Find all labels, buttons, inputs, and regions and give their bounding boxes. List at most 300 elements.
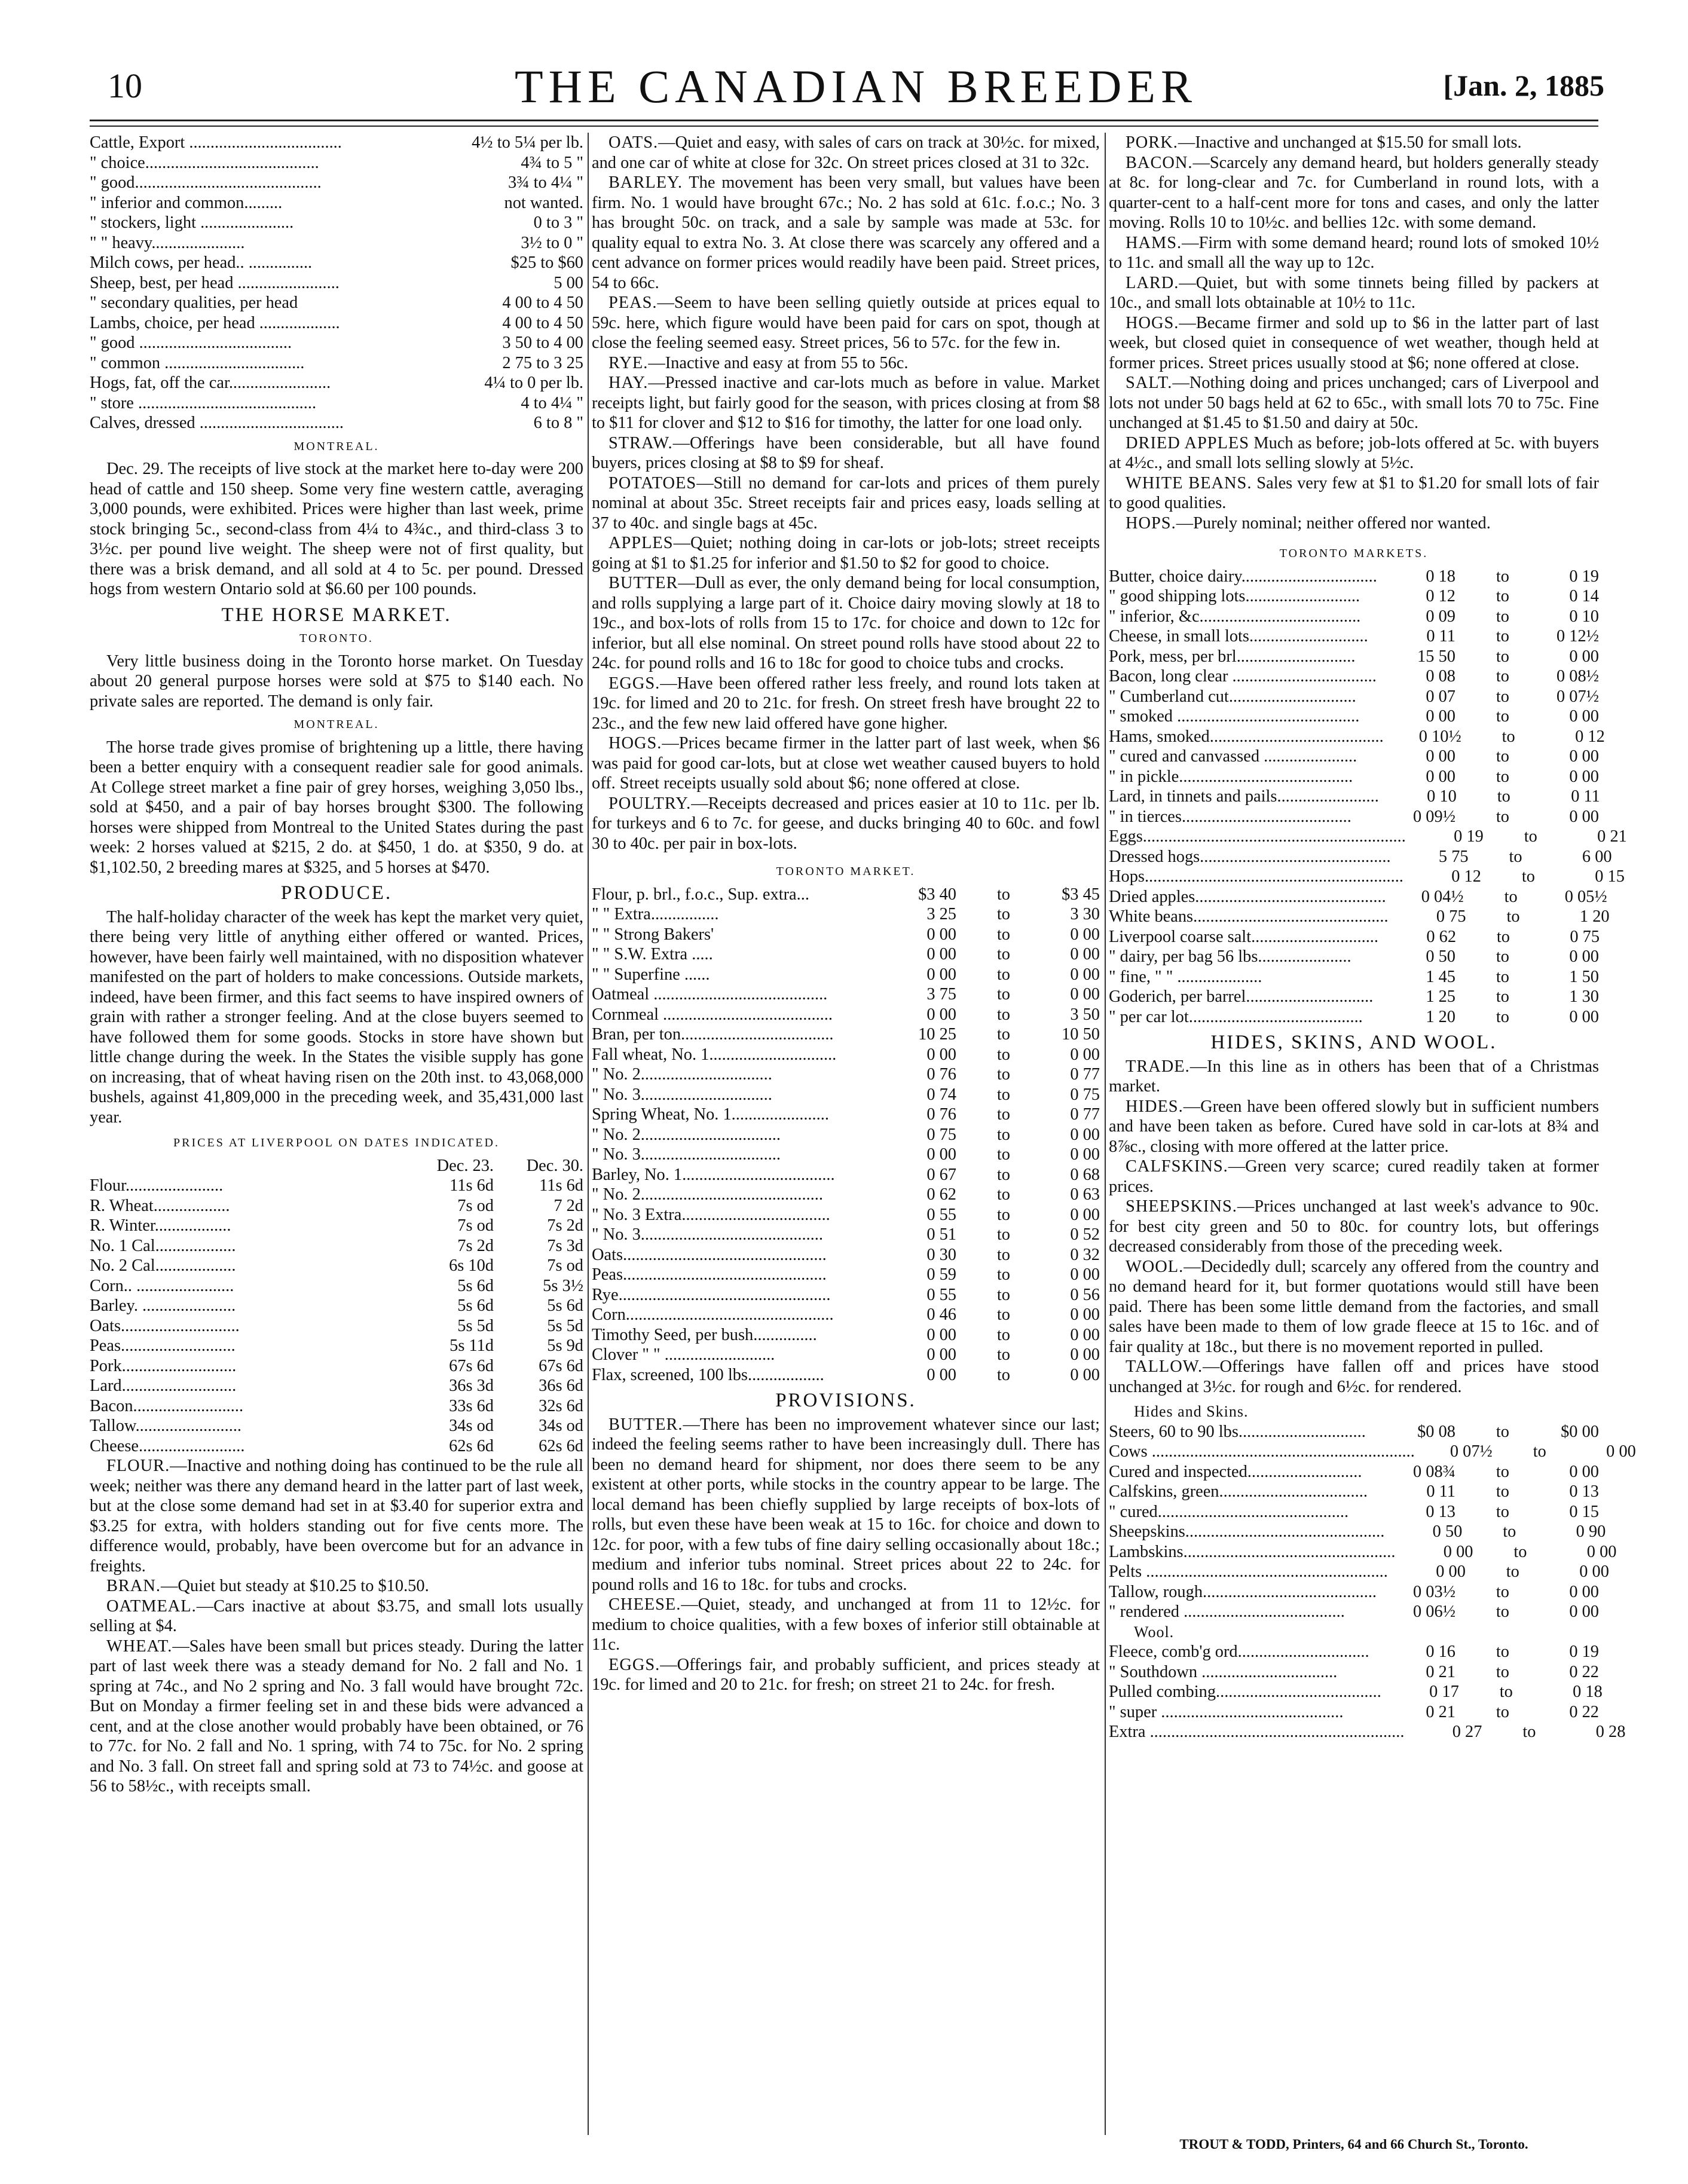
row-value: 0 18 xyxy=(1426,567,1455,586)
paragraph-text: —Cars inactive at about $3.75, and small lots usually selling at $4. xyxy=(90,1596,583,1635)
table-row xyxy=(592,1065,1100,1085)
row-value: 0 74 xyxy=(926,1085,956,1104)
paragraph xyxy=(592,133,1100,173)
row-value: to xyxy=(1496,687,1509,706)
row-label: " No. 2................................. xyxy=(592,1125,781,1144)
row-value: 0 00 xyxy=(926,1345,956,1364)
paragraph-text: —Quiet, but with some tinnets being filled by packers at 10c., and small lots obtainable at 10½ to 11c. xyxy=(1109,273,1599,312)
paragraph xyxy=(1109,473,1599,513)
row-value: 67s 6d xyxy=(539,1356,583,1375)
row-value: 0 63 xyxy=(1070,1185,1100,1204)
row-value: to xyxy=(1496,647,1509,666)
row-value: 0 14 xyxy=(1569,587,1599,605)
paragraph-text: The movement has been very small, but values have been firm. No. 1 would have brought 67c.; No. 2 has sold at 61c. f.o.c.; No. 3 has brought 50c. on track, and a sale by sample was made at 53c. for quality equal to extra No. 3. At close there was scarcely any offered and a cent advance on former prices would readily have been paid. Street prices, 54 to 66c. xyxy=(592,173,1100,292)
row-label: " good shipping lots........................... xyxy=(1109,587,1360,605)
paragraph-lead: HOPS. xyxy=(1126,513,1176,533)
row-value: 0 00 xyxy=(926,925,956,944)
row-value: 7s od xyxy=(457,1216,494,1235)
table-row xyxy=(1109,1662,1599,1683)
paragraph-lead: WOOL. xyxy=(1126,1257,1184,1276)
row-value: to xyxy=(996,945,1010,963)
row-value: 5s 5d xyxy=(457,1316,494,1335)
paragraph xyxy=(1109,1057,1599,1097)
row-value: to xyxy=(996,1245,1010,1264)
row-value: 5s 5d xyxy=(547,1316,583,1335)
page-number: 10 xyxy=(108,66,142,105)
row-value: 0 11 xyxy=(1426,627,1455,646)
table-row xyxy=(1109,847,1612,867)
table-row xyxy=(1109,706,1599,727)
table-row xyxy=(1109,1642,1599,1662)
table-row xyxy=(90,393,583,414)
row-label: Cornmeal ........................................ xyxy=(592,1005,833,1024)
row-value: 4¾ to 5 " xyxy=(521,153,583,172)
table-row xyxy=(592,1225,1100,1245)
row-value: 0 68 xyxy=(1070,1165,1100,1184)
row-value: 0 30 xyxy=(926,1245,956,1264)
row-value: 0 00 xyxy=(1569,747,1599,766)
row-value: 5s 6d xyxy=(547,1296,583,1315)
row-value: 0 to 3 " xyxy=(533,213,583,232)
row-value: 62s 6d xyxy=(449,1436,494,1455)
section-subhead: MONTREAL. xyxy=(293,718,380,731)
table-row xyxy=(90,173,583,193)
row-value: to xyxy=(996,1105,1010,1124)
row-value: to xyxy=(1496,1462,1509,1481)
table-row xyxy=(90,333,583,353)
paragraph xyxy=(90,1637,583,1797)
row-label: Flax, screened, 100 lbs.................. xyxy=(592,1365,824,1384)
row-label: " super ........................................... xyxy=(1109,1702,1344,1721)
paragraph xyxy=(1109,233,1599,273)
row-label: Sheepskins............................................... xyxy=(1109,1522,1385,1541)
paragraph-lead: EGGS. xyxy=(608,674,660,693)
row-value: 0 22 xyxy=(1569,1702,1599,1721)
paragraph xyxy=(90,1456,583,1576)
paragraph xyxy=(592,433,1100,473)
row-value: to xyxy=(996,885,1010,904)
row-label: Milch cows, per head.. ............... xyxy=(90,253,313,272)
row-label: Barley, No. 1.................................... xyxy=(592,1165,835,1184)
row-value: to xyxy=(1496,1702,1509,1721)
row-label: " " S.W. Extra ..... xyxy=(592,945,713,963)
table-row xyxy=(90,1356,583,1377)
row-value: 33s 6d xyxy=(449,1396,494,1415)
row-value: 0 11 xyxy=(1571,787,1600,806)
toronto-market-table xyxy=(592,885,1100,1385)
row-label: No. 2 Cal................... xyxy=(90,1256,236,1275)
row-value: 0 05½ xyxy=(1564,887,1607,906)
paragraph xyxy=(592,533,1100,573)
row-value: $3 40 xyxy=(918,885,956,904)
row-value: 0 67 xyxy=(926,1165,956,1184)
row-value: 0 00 xyxy=(1070,985,1100,1004)
row-value: to xyxy=(1506,907,1520,926)
row-value: 0 00 xyxy=(1070,1305,1100,1324)
table-row xyxy=(592,1165,1100,1185)
row-label: " stockers, light ...................... xyxy=(90,213,294,232)
paragraph-lead: HAY. xyxy=(608,374,649,392)
table-row xyxy=(1109,827,1627,847)
row-value: to xyxy=(996,905,1010,923)
paragraph-text: —Quiet but steady at $10.25 to $10.50. xyxy=(160,1577,429,1595)
row-value: 0 56 xyxy=(1070,1285,1100,1304)
table-row xyxy=(1109,747,1599,767)
row-value: 4 to 4¼ " xyxy=(521,393,583,412)
row-value: to xyxy=(1496,607,1509,626)
row-label: Clover " " .......................... xyxy=(592,1345,775,1364)
paragraph-text: —Firm with some demand heard; round lots of smoked 10½ to 11c. and small all the way up to 12c. xyxy=(1109,233,1599,272)
column-3 xyxy=(1109,133,1636,2135)
row-label: Cheese......................... xyxy=(90,1436,245,1455)
table-row xyxy=(1109,586,1599,607)
row-value: 0 08 xyxy=(1426,667,1455,686)
row-value: 0 00 xyxy=(1070,1345,1100,1364)
row-value: 1 45 xyxy=(1426,967,1455,986)
row-value: 0 59 xyxy=(926,1265,956,1284)
table-row xyxy=(592,1305,1100,1325)
row-label: Butter, choice dairy................................ xyxy=(1109,567,1377,586)
row-label: Corn................................................. xyxy=(592,1305,834,1324)
paragraph: The half-holiday character of the week has kept the market very quiet, there being very little of anything either offered or wanted. Prices, however, have been fairly well maintained, with no disposition whatever manifested on the part of holders to make concessions. Outside markets, indeed, have been firmer, and this fact seems to have inspired owners of grain with rather a stronger feeling. And at the close buyers seemed to have followed them for some goods. Stocks in store have shown but little change during the week. In the States the visible supply has gone on increasing, that of wheat having risen on the 20th inst. to 43,068,000 bushels, against 41,809,000 in the preceding week, and 35,431,000 last year. xyxy=(90,907,583,1127)
paragraph-text: —Offerings have fallen off and prices have stood unchanged at 3½c. for rough and 6½c. for rendered. xyxy=(1109,1357,1599,1396)
column-1 xyxy=(90,133,583,2135)
row-value: 0 00 xyxy=(1569,1462,1599,1481)
table-row xyxy=(1109,1422,1599,1442)
row-label: " " Extra................ xyxy=(592,905,719,923)
row-value: 0 19 xyxy=(1569,567,1599,586)
table-row xyxy=(90,1236,583,1256)
table-row xyxy=(592,1125,1100,1145)
hides-skins-table xyxy=(1109,1422,1636,1622)
paragraph xyxy=(592,293,1100,353)
row-value: 3½ to 0 " xyxy=(521,233,583,252)
section-heading: PRODUCE. xyxy=(280,882,393,904)
row-label: Pork........................... xyxy=(90,1356,237,1375)
row-value: 0 00 xyxy=(1579,1562,1609,1581)
row-value: 0 13 xyxy=(1426,1502,1455,1521)
row-value: 0 17 xyxy=(1429,1683,1459,1701)
table-row xyxy=(1109,1542,1617,1562)
row-value: 0 00 xyxy=(1070,1265,1100,1284)
row-label: " choice......................................... xyxy=(90,153,319,172)
row-value: 3 75 xyxy=(926,985,956,1004)
table-row xyxy=(1109,807,1599,827)
paragraph-lead: EGGS. xyxy=(608,1655,660,1674)
row-value: 0 77 xyxy=(1070,1105,1100,1124)
table-row xyxy=(90,253,583,273)
row-value: 0 00 xyxy=(1426,747,1455,766)
paragraph: Dec. 29. The receipts of live stock at the market here to-day were 200 head of cattle and 150 sheep. Some very fine western cattle, averaging 3,000 pounds, were exhibited. Prices were higher than last week, prime stock bringing 5c., second-class from 4¼ to 4¾c., and third-class 3 to 3½c. per pound live weight. The sheep were not of first quality, but there was a brisk demand, and all sold at 4 to 5c. per pound. Dressed hogs from western Ontario sold at $6.60 per 100 pounds. xyxy=(90,460,583,598)
table-row xyxy=(1109,607,1599,627)
row-value: 0 10 xyxy=(1569,607,1599,626)
table-row xyxy=(1109,1522,1606,1542)
row-value: 5s 3½ xyxy=(543,1276,583,1295)
row-label: " in tierces........................................ xyxy=(1109,807,1351,826)
table-row xyxy=(90,413,583,433)
table-row xyxy=(1109,887,1607,907)
paragraph xyxy=(1109,1257,1599,1357)
row-label: Tallow......................... xyxy=(90,1417,242,1435)
row-value: to xyxy=(1503,1522,1516,1541)
wool-price-table xyxy=(1109,1642,1626,1742)
paragraph xyxy=(90,1576,583,1596)
paragraph-lead: HIDES. xyxy=(1126,1097,1184,1116)
section-heading: THE HORSE MARKET. xyxy=(221,604,452,626)
row-label: Corn.. ....................... xyxy=(90,1276,234,1295)
table-row xyxy=(1109,1682,1603,1702)
paragraph-text: —Quiet and easy, with sales of cars on track at 30½c. for mixed, and one car of white at close for 32c. On street prices closed at 31 to 32c. xyxy=(592,133,1100,172)
row-value: to xyxy=(1496,567,1509,586)
row-value: 0 12½ xyxy=(1556,627,1599,646)
row-value: 0 00 xyxy=(1569,707,1599,726)
row-label: R. Wheat.................. xyxy=(90,1196,230,1215)
table-row xyxy=(90,193,583,213)
table-row xyxy=(90,1396,583,1417)
table-row xyxy=(592,965,1100,985)
paragraph-lead: DRIED APPLES xyxy=(1126,433,1250,452)
row-value: 0 75 xyxy=(926,1125,956,1144)
paragraph-lead: OATMEAL. xyxy=(106,1596,197,1616)
masthead-rule xyxy=(90,120,1598,121)
row-value: 1 50 xyxy=(1569,967,1599,986)
row-value: 0 28 xyxy=(1595,1723,1626,1741)
table-subhead: Hides and Skins. xyxy=(1134,1403,1249,1420)
row-label: " good............................................ xyxy=(90,173,322,192)
paragraph-text: —Offerings fair, and probably sufficient, and prices steady at 19c. for limed and 20 to 21c. for fresh; on street 21 to 24c. for fresh. xyxy=(592,1655,1100,1694)
row-value: 0 00 xyxy=(1070,1365,1100,1384)
paragraph xyxy=(1109,1197,1599,1257)
table-subhead: Wool. xyxy=(1134,1623,1175,1641)
paragraph xyxy=(1109,153,1599,233)
table-row xyxy=(1109,1482,1599,1502)
row-value: 36s 6d xyxy=(539,1377,583,1395)
row-value: 0 90 xyxy=(1576,1522,1606,1541)
row-value: to xyxy=(1502,727,1515,746)
row-value: 0 00 xyxy=(926,1145,956,1164)
row-label: " Cumberland cut.............................. xyxy=(1109,687,1356,706)
table-row xyxy=(592,1325,1100,1345)
row-value: to xyxy=(996,1065,1010,1084)
row-value: to xyxy=(996,1285,1010,1304)
paragraph-lead: BUTTER. xyxy=(608,1415,683,1434)
row-value: 0 00 xyxy=(1070,1045,1100,1064)
table-row xyxy=(1109,1602,1599,1622)
row-value: 36s 3d xyxy=(449,1377,494,1395)
paragraph: The horse trade gives promise of brightening up a little, there having been a better enquiry with a consequent readier sale for good animals. At College street market a fine pair of grey horses, weighing 3,050 lbs., sold at $450, and a pair of bay horses brought $300. The following horses were shipped from Montreal to the United States during the past week: 2 horses valued at $215, 2 do. at $450, 1 do. at $350, 9 do. at $1,102.50, 2 breeding mares at $325, and 5 horses at $470. xyxy=(90,738,583,877)
row-label: " smoked ........................................... xyxy=(1109,707,1360,726)
row-value: to xyxy=(1521,867,1535,886)
table-row xyxy=(90,1196,583,1216)
paragraph xyxy=(90,1596,583,1637)
row-label: Extra ............................................................ xyxy=(1109,1723,1405,1741)
row-value: 0 00 xyxy=(1569,1582,1599,1601)
row-value: 4 00 to 4 50 xyxy=(502,293,583,312)
row-value: to xyxy=(996,1025,1010,1044)
table-row xyxy=(1109,947,1599,967)
row-value: 0 55 xyxy=(926,1205,956,1224)
row-label: Pork, mess, per brl............................ xyxy=(1109,647,1356,666)
row-value: to xyxy=(996,1305,1010,1324)
table-row xyxy=(90,153,583,173)
row-value: 0 07½ xyxy=(1450,1442,1493,1461)
row-value: 11s 6d xyxy=(539,1176,583,1195)
paragraph xyxy=(1109,513,1599,534)
paragraph-text: —Prices became firmer in the latter part of last week, when $6 was paid for good car-lots, but at close wet weather caused buyers to hold off. Street receipts usually sold about $6; none offered at close. xyxy=(592,734,1100,793)
paragraph: Very little business doing in the Toronto horse market. On Tuesday about 20 general purpose horses were sold at $75 to $140 each. No private sales are reported. The demand is only fair. xyxy=(90,651,583,711)
row-value: 0 55 xyxy=(926,1285,956,1304)
row-value: 0 09½ xyxy=(1413,807,1455,826)
paragraph-lead: OATS. xyxy=(608,133,659,152)
paragraph-text: —In this line as in others has been that of a Christmas market. xyxy=(1109,1057,1599,1096)
row-value: 10 50 xyxy=(1062,1025,1100,1044)
row-value: to xyxy=(996,925,1010,944)
row-label: " dairy, per bag 56 lbs...................... xyxy=(1109,947,1351,966)
row-value: 10 25 xyxy=(918,1025,956,1044)
row-label: " fine, " " .................... xyxy=(1109,967,1262,986)
row-value: to xyxy=(996,1265,1010,1284)
row-value: to xyxy=(996,1225,1010,1244)
row-value: 0 06½ xyxy=(1413,1602,1455,1621)
row-value: 7s 2d xyxy=(547,1216,583,1235)
table-row xyxy=(592,1105,1100,1125)
row-value: 0 12 xyxy=(1426,587,1455,605)
row-value: 0 00 xyxy=(1443,1542,1473,1561)
row-value: 0 00 xyxy=(926,1005,956,1024)
row-label: " inferior, &c...................................... xyxy=(1109,607,1361,626)
row-label: " No. 2........................................... xyxy=(592,1185,823,1204)
paragraph xyxy=(1109,373,1599,433)
paragraph-lead: HAMS. xyxy=(1126,233,1182,252)
row-value: 0 21 xyxy=(1426,1702,1455,1721)
row-label: Oats............................ xyxy=(90,1316,240,1335)
paragraph-lead: POTATOES xyxy=(608,473,697,493)
paragraph-lead: FLOUR. xyxy=(106,1457,170,1475)
row-value: 0 51 xyxy=(926,1225,956,1244)
row-value: 0 75 xyxy=(1070,1085,1100,1104)
row-value: 7 2d xyxy=(554,1196,583,1215)
table-row xyxy=(90,1316,583,1336)
row-label: Tallow, rough......................................... xyxy=(1109,1582,1377,1601)
row-value: 3¾ to 4¼ " xyxy=(508,173,583,192)
column-header: Dec. 23. xyxy=(436,1156,494,1175)
row-label: Calfskins, green................................... xyxy=(1109,1482,1368,1501)
row-value: 0 00 xyxy=(926,945,956,963)
paragraph-lead: PORK. xyxy=(1126,133,1178,152)
paragraph xyxy=(592,473,1100,534)
row-value: to xyxy=(996,1145,1010,1164)
row-label: " common ................................. xyxy=(90,353,305,372)
paragraph-text: —Became firmer and sold up to $6 in the latter part of last week, but closed quiet in consequence of wet weather, though held at former prices. Street prices usually stood at $6; none offered at close. xyxy=(1109,313,1599,372)
row-value: 0 08¾ xyxy=(1413,1462,1455,1481)
row-value: to xyxy=(1504,887,1518,906)
row-value: 3 50 xyxy=(1070,1005,1100,1024)
row-value: 7s 2d xyxy=(457,1236,494,1255)
table-row xyxy=(1109,987,1599,1007)
row-label: Fleece, comb'g ord............................... xyxy=(1109,1642,1369,1661)
table-row xyxy=(90,1376,583,1396)
row-value: 7s 3d xyxy=(547,1236,583,1255)
paragraph-text: —Green very scarce; cured readily taken at former prices. xyxy=(1109,1157,1599,1196)
row-label: Oatmeal ......................................... xyxy=(592,985,828,1004)
column-header: Dec. 30. xyxy=(526,1156,583,1175)
row-value: 62s 6d xyxy=(539,1436,583,1455)
masthead-rule-thin xyxy=(90,126,1598,127)
paragraph xyxy=(592,573,1100,674)
paragraph xyxy=(1109,273,1599,313)
row-value: 0 75 xyxy=(1436,907,1466,926)
row-label: " secondary qualities, per head xyxy=(90,293,298,312)
row-value: to xyxy=(1496,967,1509,986)
row-value: $0 00 xyxy=(1561,1422,1599,1441)
paragraph xyxy=(1109,433,1599,473)
table-row xyxy=(592,944,1100,965)
row-value: 0 15 xyxy=(1595,867,1625,886)
table-row xyxy=(592,925,1100,945)
paragraph-text: —Seem to have been selling quietly outside at prices equal to 59c. here, which figure would have been paid for cars on spot, though at close the feeling seemed easy. Street prices, 56 to 57c. for the few in. xyxy=(592,293,1100,352)
table-heading: TORONTO MARKET. xyxy=(776,865,916,878)
row-value: 3 30 xyxy=(1070,905,1100,923)
row-value: to xyxy=(1499,1683,1513,1701)
paragraph-text: —Inactive and nothing doing has continued to be the rule all week; neither was there any demand heard in the latter part of last week, but at the close some demand had set in at $3.40 for superior extra and $3.25 for extra, with holders standing out for five cents more. The difference would, probably, have been overcome but for an advance in freights. xyxy=(90,1457,583,1576)
row-label: Bacon, long clear .................................. xyxy=(1109,667,1377,686)
table-row xyxy=(90,1216,583,1236)
row-value: 34s od xyxy=(539,1417,583,1435)
row-value: 15 50 xyxy=(1417,647,1455,666)
row-label: Liverpool coarse salt.............................. xyxy=(1109,927,1379,946)
table-row xyxy=(1109,1702,1599,1723)
paragraph-lead: WHITE BEANS. xyxy=(1126,473,1252,493)
row-label: Cheese, in small lots............................ xyxy=(1109,627,1368,646)
row-value: 34s od xyxy=(449,1417,494,1435)
paragraph-text: —Offerings have been considerable, but all have found buyers, prices closing at $8 to $9 for sheaf. xyxy=(592,433,1100,472)
table-row xyxy=(90,1176,583,1196)
page-title: THE CANADIAN BREEDER xyxy=(515,60,1197,112)
row-label: " in pickle......................................... xyxy=(1109,767,1353,786)
row-label: " store .......................................... xyxy=(90,393,317,412)
paragraph-text: —Quiet, steady, and unchanged at from 11 to 12½c. for medium to choice qualities, with a few boxes of inferior still obtainable at 11c. xyxy=(592,1595,1100,1654)
paragraph-lead: APPLES xyxy=(608,534,674,552)
row-value: not wanted. xyxy=(504,193,583,212)
paragraph-text: Much as before; job-lots offered at 5c. with buyers at 4½c., and small lots selling slowly at 5½c. xyxy=(1109,433,1599,472)
row-label: Peas........................... xyxy=(90,1336,236,1355)
row-value: 6s 10d xyxy=(449,1256,494,1275)
table-row xyxy=(1109,1562,1609,1582)
row-value: to xyxy=(1496,707,1509,726)
paragraph xyxy=(592,1655,1100,1695)
row-value: $3 45 xyxy=(1062,885,1100,904)
row-value: 0 15 xyxy=(1569,1502,1599,1521)
paragraph-lead: POULTRY. xyxy=(608,794,692,813)
row-value: 6 00 xyxy=(1582,847,1612,866)
row-value: 0 46 xyxy=(926,1305,956,1324)
table-row xyxy=(1109,927,1599,947)
row-value: 0 52 xyxy=(1070,1225,1100,1244)
row-value: 0 77 xyxy=(1070,1065,1100,1084)
row-value: 0 19 xyxy=(1454,827,1484,846)
row-value: 0 50 xyxy=(1426,947,1455,966)
row-label: Lard........................... xyxy=(90,1377,237,1395)
row-value: 0 04½ xyxy=(1421,887,1464,906)
row-value: to xyxy=(1506,1562,1519,1581)
row-value: 0 00 xyxy=(1569,767,1599,786)
row-label: Peas................................................ xyxy=(592,1265,827,1284)
row-label: Dressed hogs............................................. xyxy=(1109,847,1391,866)
table-row xyxy=(592,1185,1100,1205)
row-value: 0 21 xyxy=(1597,827,1627,846)
row-value: 0 27 xyxy=(1452,1723,1482,1741)
row-label: Sheep, best, per head ........................ xyxy=(90,273,340,292)
